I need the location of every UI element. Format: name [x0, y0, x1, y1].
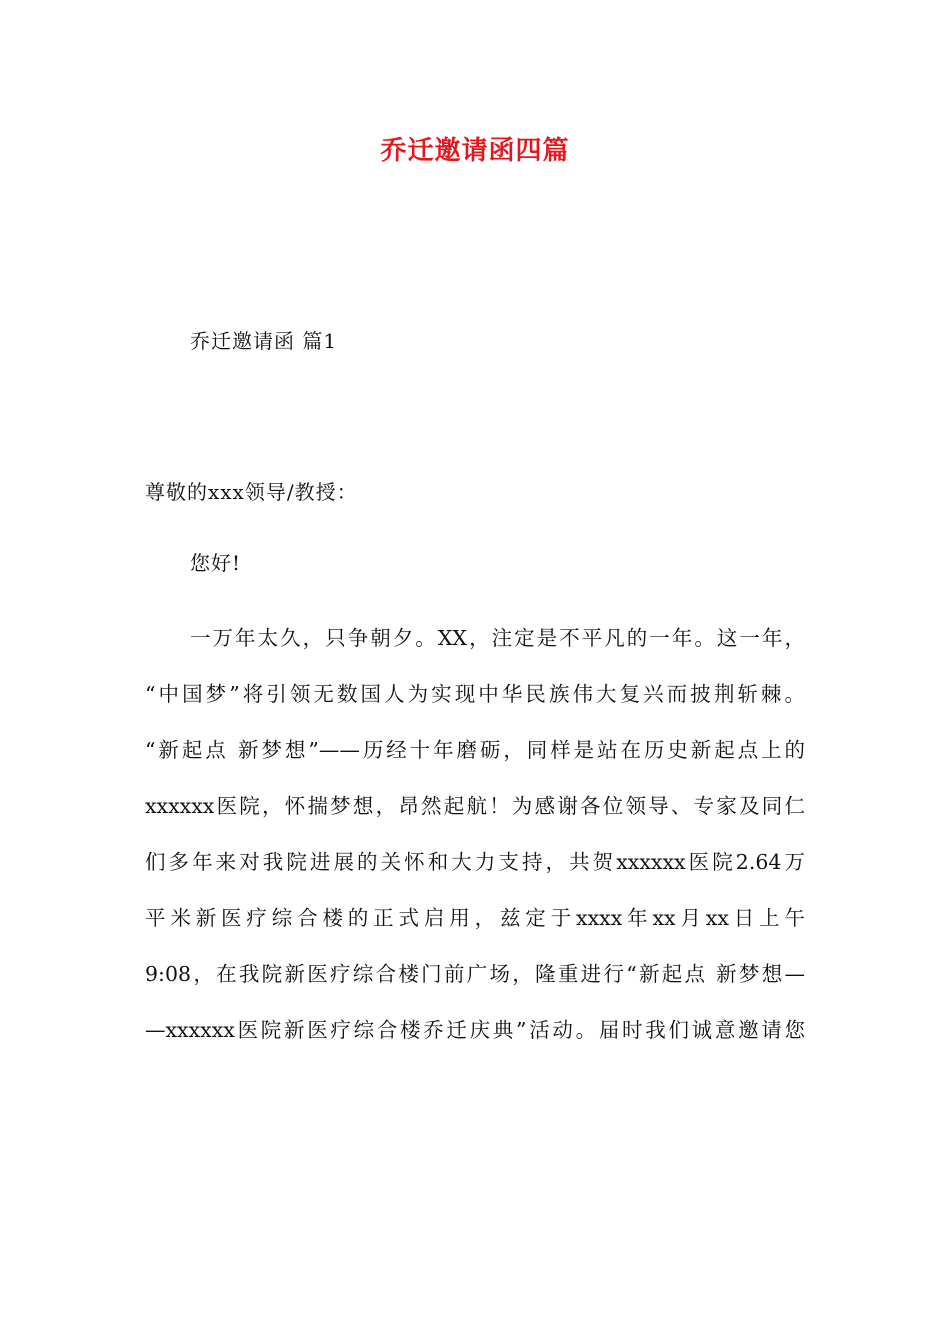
- body-line: 平米新医疗综合楼的正式启用，兹定于xxxx年xx月xx日上午: [145, 906, 805, 930]
- body-line: —xxxxxx医院新医疗综合楼乔迁庆典”活动。届时我们诚意邀请您: [145, 1018, 805, 1042]
- body-paragraph: [145, 620, 815, 1068]
- section-heading: 乔迁邀请函 篇1: [190, 329, 338, 353]
- body-line: 9:08，在我院新医疗综合楼门前广场，隆重进行“新起点 新梦想—: [145, 962, 805, 986]
- document-title: 乔迁邀请函四篇: [380, 136, 570, 166]
- greeting: 您好!: [190, 551, 242, 575]
- salutation: 尊敬的xxx领导/教授：: [145, 480, 358, 504]
- body-line: “中国梦”将引领无数国人为实现中华民族伟大复兴而披荆斩棘。: [145, 682, 805, 706]
- body-line: 一万年太久，只争朝夕。XX，注定是不平凡的一年。这一年，: [190, 626, 805, 650]
- body-line: xxxxxx医院，怀揣梦想，昂然起航！为感谢各位领导、专家及同仁: [145, 794, 805, 818]
- body-line: “新起点 新梦想”——历经十年磨砺，同样是站在历史新起点上的: [145, 738, 805, 762]
- body-line: 们多年来对我院进展的关怀和大力支持，共贺xxxxxx医院2.64万: [145, 850, 805, 874]
